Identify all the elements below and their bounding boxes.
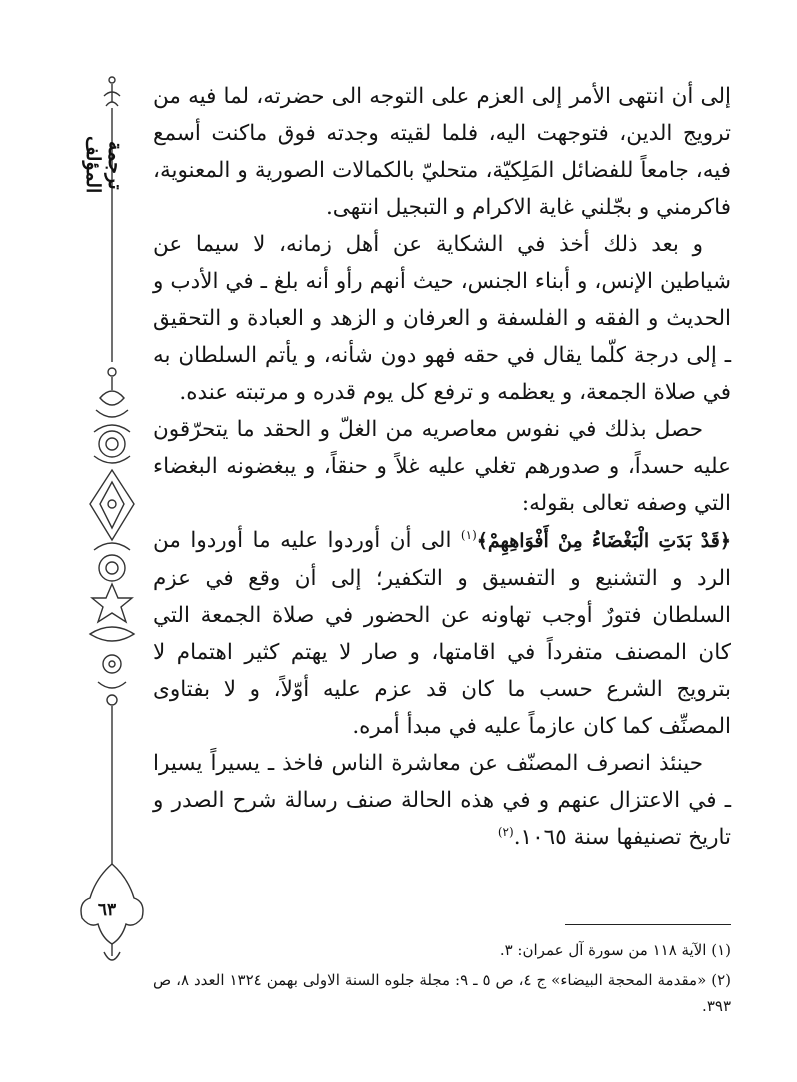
footnote-ref-1[interactable]: (١): [460, 527, 477, 542]
footnote-divider: [565, 924, 731, 925]
footnote-ref-2[interactable]: (٢): [497, 824, 514, 839]
paragraph-text: حصل بذلك في نفوس معاصريه من الغلّ و الحقد ما يتحرّقون عليه حسداً، و صدورهم تغلي عليه غلاً و حنقاً، و يبغضونه البغضاء التي وصفه تعالى بقوله:: [153, 417, 731, 516]
paragraph-text: الى أن أوردوا عليه ما أوردوا من الرد و التشنيع و التفسيق و التكفير؛ إلى أن وقع في عزم السلطان فتورٌ أوجب تهاونه عن الحضور في صلاة الجمعة التي كان المصنف متفرداً في اقامتها، و صار لا يهتم كثير اهتمام لا بترويج الشرع حسب ما كان قد عزم عليه أوّلاً، و لا بفتاوى المصنِّف كما كان عازماً عليه في مبدأ أمره.: [153, 528, 731, 739]
paragraph-text: و بعد ذلك أخذ في الشكاية عن أهل زمانه، لا سيما عن شياطين الإنس، و أبناء الجنس، حيث أنهم رأو أنه بلغ ـ في الأدب و الحديث و الفقه و الفلسفة و العرفان و الزهد و العبادة و التحقيق ـ إلى درجة كلّما يقال في حقه فهو دون شأنه، و يأتم السلطان به في صلاة الجمعة، و يعظمه و ترفع كل يوم قدره و مرتبته عنده.: [153, 232, 731, 405]
footnote-1: (١) الآية ١١٨ من سورة آل عمران: ٣.: [499, 941, 731, 959]
paragraph-4: [153, 522, 731, 745]
paragraph-text: إلى أن انتهى الأمر إلى العزم على التوجه الى حضرته، لما فيه من ترويج الدين، فتوجهت اليه، فلما لقيته وجدته فوق ماكنت أسمع فيه، جامعاً للفضائل المَلِكيّة، متحليّ بالكمالات الصورية و المعنوية، فاكرمني و بجّلني غاية الاكرام و التبجيل انتهى.: [153, 84, 731, 220]
page-number: ٦٣: [97, 900, 117, 920]
paragraph-5: [153, 745, 731, 856]
paragraph-1: [153, 78, 731, 226]
paragraph-3: [153, 411, 731, 522]
quran-verse: ﴿قَدْ بَدَتِ الْبَغْضَاءُ مِنْ أَفْوَاهِهِمْ﴾: [476, 530, 732, 552]
main-text: [153, 78, 731, 856]
paragraph-text: حينئذ انصرف المصنّف عن معاشرة الناس فاخذ ـ يسيراً يسيرا ـ في الاعتزال عنهم و في هذه الحالة صنف رسالة شرح الصدر و تاريخ تصنيفها سنة ١٠٦٥.: [153, 751, 731, 850]
paragraph-2: [153, 226, 731, 411]
footnote-2: (٢) «مقدمة المحجة البيضاء» ج ٤، ص ٥ ـ ٩: مجلة جلوه السنة الاولى بهمن ١٣٢٤ العدد ٨، ص ٣٩٣.: [153, 971, 732, 1015]
running-head: ترجمة المؤلف: [82, 136, 126, 194]
footnotes: [153, 937, 731, 1023]
